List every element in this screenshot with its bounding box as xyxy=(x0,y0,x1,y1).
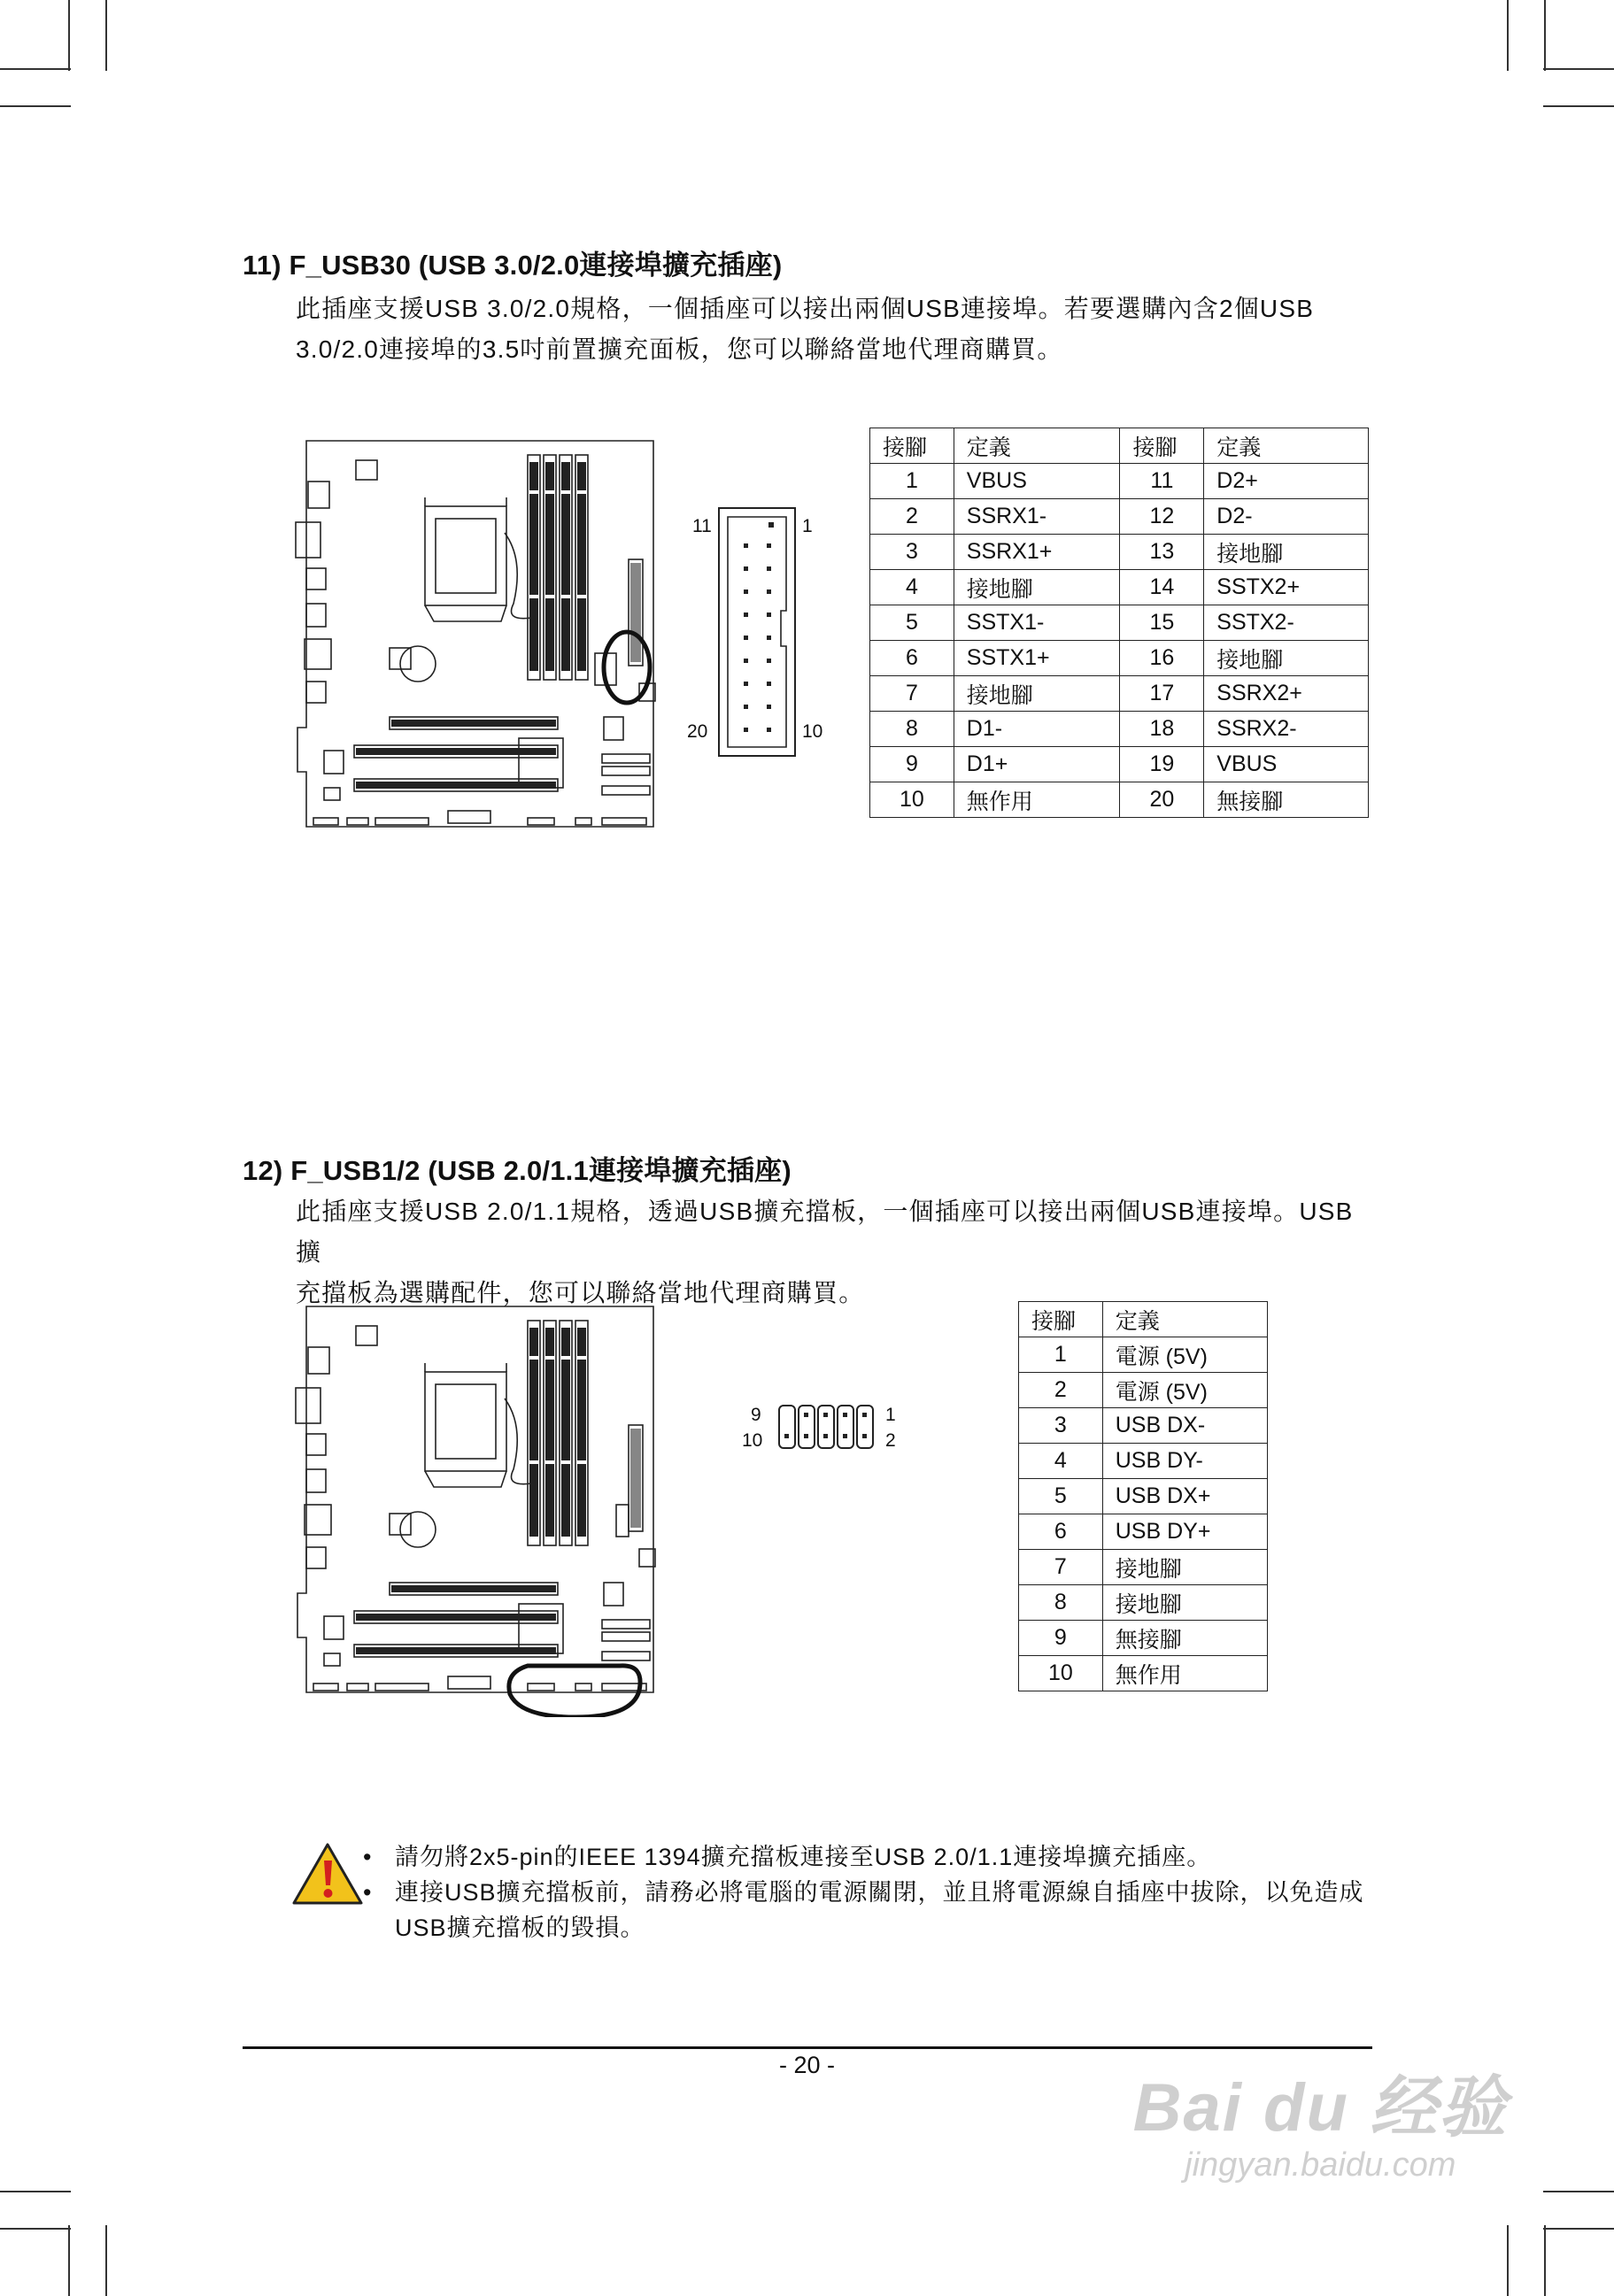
table-cell: 6 xyxy=(1019,1514,1103,1550)
table-cell: 16 xyxy=(1120,641,1204,676)
table-cell: 1 xyxy=(1019,1337,1103,1373)
table-cell: SSTX1+ xyxy=(954,641,1120,676)
table-row xyxy=(1019,1408,1268,1444)
motherboard-diagram xyxy=(292,435,657,834)
usb20-pin-table xyxy=(1018,1301,1268,1691)
table-cell: D2+ xyxy=(1204,464,1369,499)
description-line: 充擋板為選購配件，您可以聯絡當地代理商購買。 xyxy=(296,1279,865,1306)
table-cell: 11 xyxy=(1120,464,1204,499)
table-cell: 18 xyxy=(1120,712,1204,747)
note-text: 請勿將2x5-pin的IEEE 1394擴充擋板連接至USB 2.0/1.1連接埠擴充插座。 xyxy=(395,1844,1212,1870)
page-number: - 20 - xyxy=(778,2052,836,2078)
table-cell: USB DX- xyxy=(1102,1408,1267,1444)
table-row xyxy=(1019,1444,1268,1479)
pin-label-10: 10 xyxy=(742,1430,763,1451)
table-cell: D1- xyxy=(954,712,1120,747)
table-row xyxy=(870,570,1369,605)
table-cell: SSRX1+ xyxy=(954,535,1120,570)
table-cell: 接地腳 xyxy=(1204,641,1369,676)
crop-mark xyxy=(0,2191,71,2192)
table-cell: 9 xyxy=(870,747,954,782)
table-row xyxy=(870,712,1369,747)
table-cell: 3 xyxy=(1019,1408,1103,1444)
table-cell: D2- xyxy=(1204,499,1369,535)
crop-mark xyxy=(1543,2228,1614,2230)
table-cell: 7 xyxy=(870,676,954,712)
table-cell: 接地腳 xyxy=(954,570,1120,605)
table-row xyxy=(870,676,1369,712)
pin-label-9: 9 xyxy=(751,1405,761,1425)
table-cell: SSTX2- xyxy=(1204,605,1369,641)
crop-mark xyxy=(1544,0,1546,71)
table-cell: 5 xyxy=(1019,1479,1103,1514)
column-header: 接腳 xyxy=(1120,428,1204,464)
table-cell: 無接腳 xyxy=(1102,1621,1267,1656)
crop-mark xyxy=(68,0,70,71)
table-cell: 電源 (5V) xyxy=(1102,1373,1267,1408)
table-cell: 12 xyxy=(1120,499,1204,535)
table-cell: 9 xyxy=(1019,1621,1103,1656)
section-11-title: 11) F_USB30 (USB 3.0/2.0連接埠擴充插座) xyxy=(243,250,783,281)
crop-mark xyxy=(1543,105,1614,107)
table-cell: 4 xyxy=(1019,1444,1103,1479)
table-cell: SSTX1- xyxy=(954,605,1120,641)
table-row xyxy=(1019,1550,1268,1585)
table-row xyxy=(870,464,1369,499)
table-row xyxy=(870,782,1369,818)
table-cell: 無作用 xyxy=(954,782,1120,818)
pin-label-20: 20 xyxy=(687,721,708,742)
table-row xyxy=(1019,1514,1268,1550)
table-cell: 5 xyxy=(870,605,954,641)
table-cell: 接地腳 xyxy=(1102,1585,1267,1621)
bullet: • xyxy=(363,1879,373,1906)
table-cell: 3 xyxy=(870,535,954,570)
notes-list xyxy=(363,1839,1372,1945)
table-cell: 接地腳 xyxy=(1204,535,1369,570)
table-cell: 無接腳 xyxy=(1204,782,1369,818)
description-line: 3.0/2.0連接埠的3.5吋前置擴充面板，您可以聯絡當地代理商購買。 xyxy=(296,335,1063,363)
crop-mark xyxy=(68,2225,70,2296)
table-cell: 6 xyxy=(870,641,954,676)
table-cell: 2 xyxy=(1019,1373,1103,1408)
table-row xyxy=(1019,1337,1268,1373)
table-row xyxy=(1019,1373,1268,1408)
usb30-connector-diagram xyxy=(715,505,799,761)
table-cell: 13 xyxy=(1120,535,1204,570)
table-cell: SSRX2- xyxy=(1204,712,1369,747)
table-row xyxy=(870,641,1369,676)
table-row xyxy=(870,605,1369,641)
section-12-description xyxy=(296,1191,1371,1314)
usb30-pin-table xyxy=(869,428,1369,818)
crop-mark xyxy=(105,2225,107,2296)
table-cell: 電源 (5V) xyxy=(1102,1337,1267,1373)
usb20-connector-diagram xyxy=(776,1400,880,1453)
table-row xyxy=(1019,1621,1268,1656)
table-cell: 17 xyxy=(1120,676,1204,712)
watermark-url: jingyan.baidu.com xyxy=(1185,2146,1456,2184)
crop-mark xyxy=(1544,2225,1546,2296)
column-header: 定義 xyxy=(954,428,1120,464)
table-cell: 1 xyxy=(870,464,954,499)
table-cell: 8 xyxy=(870,712,954,747)
table-cell: VBUS xyxy=(1204,747,1369,782)
table-cell: 接地腳 xyxy=(1102,1550,1267,1585)
table-row xyxy=(1019,1479,1268,1514)
watermark-logo: Bai du 经验 xyxy=(1132,2070,1508,2146)
table-header-row xyxy=(870,428,1369,464)
description-line: 此插座支援USB 2.0/1.1規格，透過USB擴充擋板，一個插座可以接出兩個USB連接埠。USB擴 xyxy=(296,1198,1354,1266)
table-row xyxy=(1019,1656,1268,1691)
crop-mark xyxy=(1543,2191,1614,2192)
column-header: 接腳 xyxy=(1019,1302,1103,1337)
pin-label-10: 10 xyxy=(802,721,823,742)
pin-label-2: 2 xyxy=(885,1430,896,1451)
table-cell: 14 xyxy=(1120,570,1204,605)
column-header: 定義 xyxy=(1204,428,1369,464)
table-row xyxy=(870,535,1369,570)
crop-mark xyxy=(0,105,71,107)
table-cell: VBUS xyxy=(954,464,1120,499)
table-cell: 2 xyxy=(870,499,954,535)
crop-mark xyxy=(105,0,107,71)
table-row xyxy=(1019,1585,1268,1621)
crop-mark xyxy=(0,2228,71,2230)
table-cell: USB DX+ xyxy=(1102,1479,1267,1514)
section-12-title: 12) F_USB1/2 (USB 2.0/1.1連接埠擴充插座) xyxy=(243,1155,792,1186)
list-item xyxy=(363,1875,1372,1945)
bullet: • xyxy=(363,1844,373,1870)
table-cell: USB DY+ xyxy=(1102,1514,1267,1550)
crop-mark xyxy=(1543,68,1614,70)
list-item xyxy=(363,1839,1372,1875)
table-row xyxy=(870,499,1369,535)
table-cell: 10 xyxy=(1019,1656,1103,1691)
note-text: 連接USB擴充擋板前，請務必將電腦的電源關閉，並且將電源線自插座中拔除，以免造成USB擴充擋板的毀損。 xyxy=(395,1879,1364,1941)
section-11-description xyxy=(296,289,1371,370)
table-cell: 無作用 xyxy=(1102,1656,1267,1691)
column-header: 定義 xyxy=(1102,1302,1267,1337)
description-line: 此插座支援USB 3.0/2.0規格，一個插座可以接出兩個USB連接埠。若要選購內含2個USB xyxy=(296,295,1315,322)
watermark xyxy=(1133,2053,1508,2184)
table-cell: USB DY- xyxy=(1102,1444,1267,1479)
crop-mark xyxy=(0,68,71,70)
table-cell: 8 xyxy=(1019,1585,1103,1621)
table-cell: 19 xyxy=(1120,747,1204,782)
warning-icon xyxy=(290,1841,365,1907)
table-cell: 接地腳 xyxy=(954,676,1120,712)
table-cell: 10 xyxy=(870,782,954,818)
column-header: 接腳 xyxy=(870,428,954,464)
table-cell: SSRX1- xyxy=(954,499,1120,535)
table-cell: SSTX2+ xyxy=(1204,570,1369,605)
pin-label-11: 11 xyxy=(692,516,712,536)
pin-label-1: 1 xyxy=(802,516,813,536)
table-cell: SSRX2+ xyxy=(1204,676,1369,712)
footer-rule xyxy=(243,2046,1372,2049)
table-cell: 15 xyxy=(1120,605,1204,641)
table-header-row xyxy=(1019,1302,1268,1337)
crop-mark xyxy=(1507,0,1509,71)
table-row xyxy=(870,747,1369,782)
pin-label-1: 1 xyxy=(885,1405,896,1425)
table-cell: 20 xyxy=(1120,782,1204,818)
table-cell: 7 xyxy=(1019,1550,1103,1585)
table-cell: 4 xyxy=(870,570,954,605)
motherboard-diagram xyxy=(292,1301,657,1717)
crop-mark xyxy=(1507,2225,1509,2296)
table-cell: D1+ xyxy=(954,747,1120,782)
